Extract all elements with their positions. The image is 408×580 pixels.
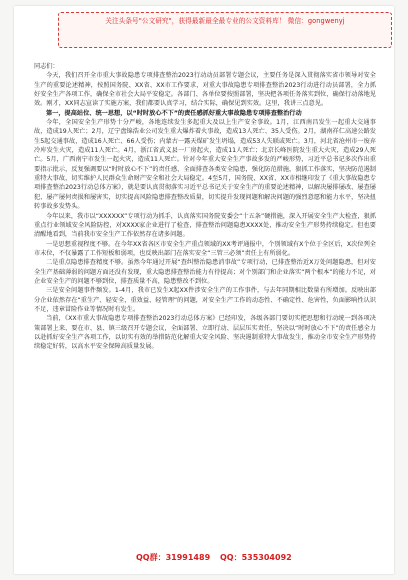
qq-group: QQ群：31991489 <box>136 553 211 562</box>
banner-text: 关注头条号"公文研究"，获得最新最全最专业的公文资料库！ 微信：gongwenyj <box>105 17 345 25</box>
section-heading-1: 第一，提高站位、统一思想，以“时时放心不下”的责任感抓好重大事故隐患专项排查整治行动 <box>46 109 302 117</box>
paragraph-problem-1: 一是思想重视程度不够。在今年XX省各区市安全生产重点领域的XX考评通报中，个别领域有X个位于全区后，X次位列全市末位，不仅暴露了工作短板和弱项，也反映出部门在落实安全“三管三必须”责任上有所弱化。 <box>34 240 376 257</box>
paragraph-conclusion: 当前，《XX市重大事故隐患专项排查整治2023行动总体方案》已经印发，各级各部门要切实把思想和行动统一到各项决策部署上来，要在市、县、镇三级召开专题会议，全面部署、立即行动、层层压实责任，坚决以“时时放心不下”的责任感全力以赴抓好安全生产各项工作，以切实有效的举措防范化解重大安全风险、坚决遏制重特大事故发生，推动全市安全生产形势持续稳定好转，以高水平安全保障高质量发展。 <box>34 315 376 351</box>
paragraph-city-progress: 今年以来，我市以“XXXXXX”专项行动为抓手，认真落实国务院安委会“十五条”硬措施，深入开展安全生产大检查，狠抓重点行业领域安全风险防控，对XXXX家企业进行了检查，排查整治问题隐患XXXX处，推动安全生产形势持续稳定。但也要清醒地看到，当前我市安全生产工作依然存在诸多问题。 <box>34 212 376 239</box>
paragraph-problem-3: 三是安全问题事件频发。1-4月，我市已发生X起XX件涉安全生产的工作事件，与去年同期相比数量有所增加。反映出部分企业依然存在“重生产、轻安全，重效益、轻管理”的问题，对安全生产工作的动态性、不确定性、危害性，负面影响性认识不足，违章冒险作业等情况时有发生。 <box>34 287 376 313</box>
paragraph-intro: 今天，我们召开全市重大事故隐患专项排查整治2023行动动员部署专题会议，主要任务是深入贯彻落实省市领导对安全生产的重要论述精神，按照国务院、XX省、XX市工作要求，对重大事故隐患专项排查整治2023行动进行动员部署，全力抓好安全生产各项工作，确保全市社会大局平安稳定。各部门、各单位要按照部署，坚决把各项任务落实到位，确保行动落地见效。刚才，XX同志宣读了实施方案，我们都要认真学习，结合实际，确保见到实效。这里，我讲三点意见。 <box>34 72 376 108</box>
document-body <box>34 62 376 352</box>
promo-banner[interactable] <box>58 12 392 48</box>
greeting: 同志们： <box>34 63 59 70</box>
paragraph-accidents: 今年，全国安全生产形势十分严峻，各地连续发生多起重大及以上生产安全事故。1月，江西南昌发生一起重大交通事故，造成19人死亡；2月，辽宁盘锦浩业公司发生重大爆炸着火事故，造成13人死亡、35人受伤。2月，湖南祥仁高速公路发生5起交通事故，造成16人死亡、66人受伤；内蒙古一露天煤矿发生坍塌，造成53人失联或死亡。3月，河北省沧州市一废弃冷库发生火灾，造成11人死亡。4月，浙江省武义县一厂房起火，造成11人死亡；北京长峰医院发生重大火灾，造成29人死亡。5月，广西南宁市发生一起火灾，造成11人死亡。针对今年重大安全生产事故多发的严峻形势，习近平总书记多次作出重要指示批示，反复强调要以“时时放心不下”的责任感，全面排查各类安全隐患，强化防范措施，狠抓工作落实，坚决防范遏制重特大事故，切实维护人民群众生命财产安全和社会大局稳定。4至5月，国务院、XX省、XX市相继印发了《重大事故隐患专项排查整治2023行动总体方案》，就是要认真贯彻落实习近平总书记关于安全生产的重要论述精神，以解决屡排屡改、屡查屡犯、屡产屡何责损和屡害实，切实提高风险隐患排查整改质量，切实提升发现问题和解决问题的强烈意愿和能力水平，坚决扭转事故多发势头。 <box>34 119 376 211</box>
document-page <box>14 6 394 574</box>
contact-footer <box>14 550 394 568</box>
qq-contact: QQ：535304092 <box>220 553 292 562</box>
paragraph-problem-2: 二是重点隐患排查精度不够。虽然今年通过开展“查纠整治隐患消事故”专项行动，已排查整治近X万处问题隐患，但对安全生产基础薄弱的问题方面还没有发现，重大隐患排查整治能力有待提高；对个别部门和企业落实“两个根本”的能力不足，对企业安全生产的问题不够到位，排查质量不高，隐患整改不到位。 <box>34 259 376 285</box>
